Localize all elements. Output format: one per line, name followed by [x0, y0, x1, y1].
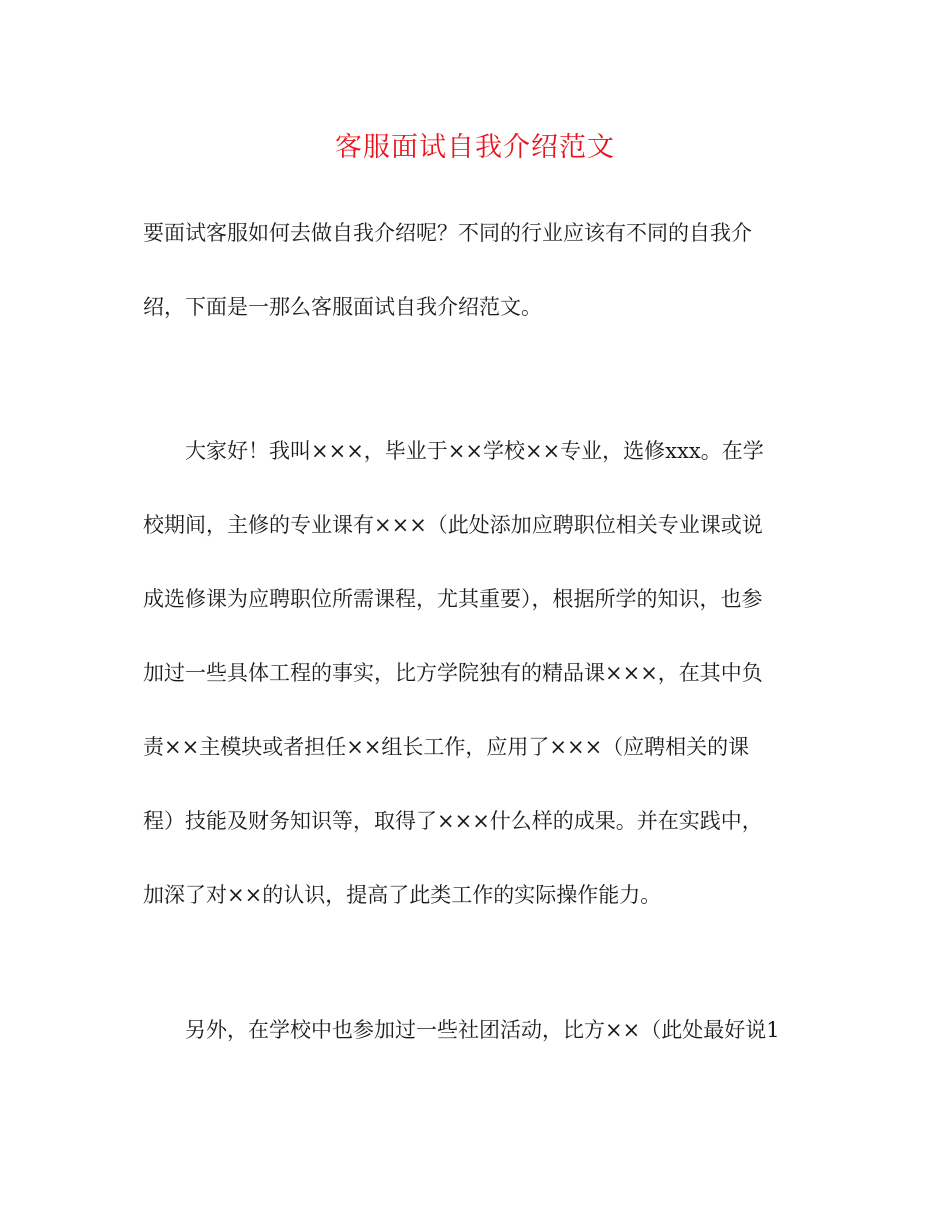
- paragraph-line: 成选修课为应聘职位所需课程，尤其重要），根据所学的知识，也参: [143, 587, 763, 611]
- paragraph-line: 另外，在学校中也参加过一些社团活动，比方××（此处最好说1: [185, 1018, 780, 1042]
- document-title: 客服面试自我介绍范文: [335, 132, 615, 163]
- paragraph-line: 程）技能及财务知识等，取得了×××什么样的成果。并在实践中，: [143, 809, 763, 833]
- paragraph-line: 大家好！我叫×××，毕业于××学校××专业，选修xxx。在学: [185, 439, 764, 463]
- paragraph-line: 加过一些具体工程的事实，比方学院独有的精品课×××，在其中负: [143, 661, 763, 685]
- paragraph-line: 加深了对××的认识，提高了此类工作的实际操作能力。: [143, 883, 662, 907]
- paragraph-line: 责××主模块或者担任××组长工作，应用了×××（应聘相关的课: [143, 735, 750, 759]
- paragraph-activities: [143, 993, 823, 1067]
- paragraph-line: 要面试客服如何去做自我介绍呢？不同的行业应该有不同的自我介: [143, 221, 752, 245]
- paragraph-intro: [143, 196, 823, 344]
- paragraph-line: 校期间，主修的专业课有×××（此处添加应聘职位相关专业课或说: [143, 513, 763, 537]
- paragraph-line: 绍，下面是一那么客服面试自我介绍范文。: [143, 295, 542, 319]
- paragraph-self-introduction: [143, 414, 823, 932]
